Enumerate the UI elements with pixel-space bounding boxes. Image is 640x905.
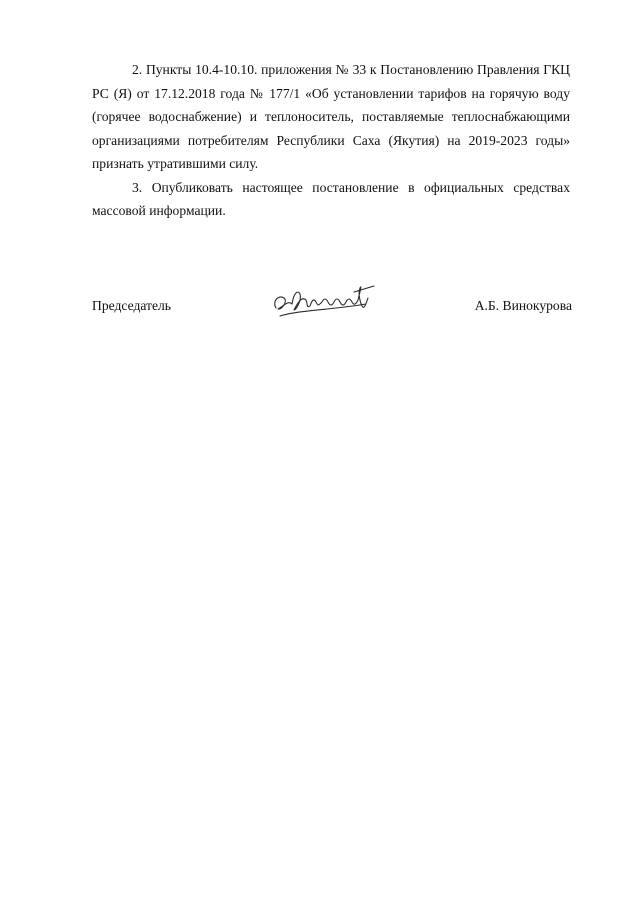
signatory-role: Председатель (92, 298, 171, 313)
signature-block (92, 290, 572, 330)
document-body (92, 58, 570, 223)
handwritten-signature (270, 280, 380, 322)
signatory-name: А.Б. Винокурова (474, 298, 572, 313)
paragraph-item-3: 3. Опубликовать настоящее постановление в официальных средствах массовой информации. (92, 179, 570, 218)
paragraph-item-2: 2. Пункты 10.4-10.10. приложения № 33 к Постановлению Правления ГКЦ РС (Я) от 17.12.2018 года № 177/1 «Об установлении тарифов на горячую воду (горячее водоснабжение) и теплоноситель, поставляемые теплоснабжающими организациями потребителям Республики Саха (Якутия) на 2019-2023 годы» признать утратившими силу. (92, 62, 570, 171)
